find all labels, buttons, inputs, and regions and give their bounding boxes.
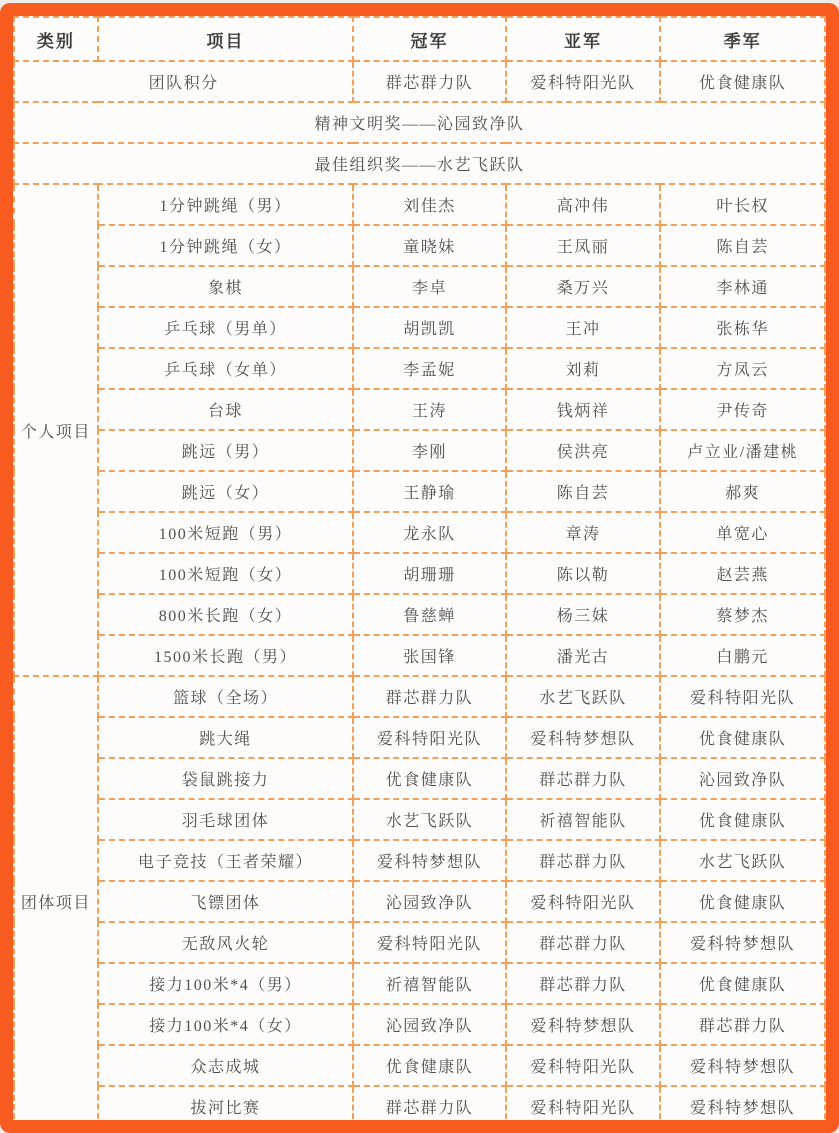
runner-up-cell: 钱炳祥: [506, 389, 661, 430]
third-cell: 群芯群力队: [660, 1004, 825, 1045]
event-cell: 1分钟跳绳（女）: [98, 225, 353, 266]
table-row: [14, 594, 825, 635]
table-row: [14, 1086, 825, 1127]
table-row: [14, 963, 825, 1004]
runner-up-cell: 爱科特梦想队: [506, 717, 661, 758]
champion-cell: 龙永队: [353, 512, 506, 553]
third-cell: 张栋华: [660, 307, 825, 348]
champion-cell: 刘佳杰: [353, 184, 506, 225]
third-cell: 水艺飞跃队: [660, 840, 825, 881]
event-cell: 拔河比赛: [98, 1086, 353, 1127]
runner-up-cell: 群芯群力队: [506, 840, 661, 881]
runner-up-cell: 陈自芸: [506, 471, 661, 512]
event-cell: 1分钟跳绳（男）: [98, 184, 353, 225]
runner-up-cell: 水艺飞跃队: [506, 676, 661, 717]
third-cell: 蔡梦杰: [660, 594, 825, 635]
event-cell: 接力100米*4（女）: [98, 1004, 353, 1045]
event-cell: 无敌风火轮: [98, 922, 353, 963]
award-row-text: 最佳组织奖——水艺飞跃队: [14, 143, 825, 184]
runner-up-cell: 高冲伟: [506, 184, 661, 225]
runner-up-cell: 群芯群力队: [506, 922, 661, 963]
champion-cell: 爱科特梦想队: [353, 840, 506, 881]
champion-cell: 王涛: [353, 389, 506, 430]
event-cell: 跳大绳: [98, 717, 353, 758]
header-row: [14, 17, 825, 61]
runner-up-cell: 刘莉: [506, 348, 661, 389]
third-cell: 赵芸燕: [660, 553, 825, 594]
table-row: [14, 840, 825, 881]
champion-cell: 群芯群力队: [353, 61, 506, 102]
third-cell: 沁园致净队: [660, 758, 825, 799]
third-cell: 李林通: [660, 266, 825, 307]
special-row: [14, 61, 825, 102]
event-cell: 跳远（男）: [98, 430, 353, 471]
third-cell: 单宽心: [660, 512, 825, 553]
table-row: [14, 553, 825, 594]
runner-up-cell: 群芯群力队: [506, 963, 661, 1004]
event-cell: 篮球（全场）: [98, 676, 353, 717]
table-row: [14, 512, 825, 553]
event-cell: 羽毛球团体: [98, 799, 353, 840]
event-cell: 飞镖团体: [98, 881, 353, 922]
third-cell: 陈自芸: [660, 225, 825, 266]
third-cell: 优食健康队: [660, 717, 825, 758]
table-row: [14, 676, 825, 717]
category-cell: 个人项目: [14, 184, 98, 676]
event-cell: 800米长跑（女）: [98, 594, 353, 635]
table-row: [14, 266, 825, 307]
table-row: [14, 717, 825, 758]
champion-cell: 祈禧智能队: [353, 963, 506, 1004]
results-table: [13, 16, 826, 1128]
third-cell: 爱科特梦想队: [660, 1045, 825, 1086]
champion-cell: 胡珊珊: [353, 553, 506, 594]
champion-cell: 爱科特阳光队: [353, 922, 506, 963]
third-cell: 方凤云: [660, 348, 825, 389]
table-row: [14, 348, 825, 389]
table-row: [14, 471, 825, 512]
event-cell: 象棋: [98, 266, 353, 307]
table-row: [14, 1045, 825, 1086]
runner-up-cell: 潘光古: [506, 635, 661, 676]
third-cell: 卢立业/潘建桃: [660, 430, 825, 471]
event-cell: 袋鼠跳接力: [98, 758, 353, 799]
table-header: [14, 17, 825, 61]
champion-cell: 李卓: [353, 266, 506, 307]
event-cell: 1500米长跑（男）: [98, 635, 353, 676]
champion-cell: 胡凯凯: [353, 307, 506, 348]
third-cell: 叶长权: [660, 184, 825, 225]
third-cell: 优食健康队: [660, 61, 825, 102]
champion-cell: 沁园致净队: [353, 1004, 506, 1045]
runner-up-cell: 王凤丽: [506, 225, 661, 266]
champion-cell: 李孟妮: [353, 348, 506, 389]
header-cell: 项目: [98, 17, 353, 61]
special-row: [14, 102, 825, 143]
champion-cell: 优食健康队: [353, 1045, 506, 1086]
third-cell: 优食健康队: [660, 799, 825, 840]
champion-cell: 群芯群力队: [353, 1086, 506, 1127]
runner-up-cell: 陈以勒: [506, 553, 661, 594]
champion-cell: 李刚: [353, 430, 506, 471]
results-sheet: [0, 3, 839, 1133]
table-row: [14, 225, 825, 266]
category-cell: 团体项目: [14, 676, 98, 1127]
special-row: [14, 143, 825, 184]
table-row: [14, 389, 825, 430]
champion-cell: 爱科特阳光队: [353, 717, 506, 758]
runner-up-cell: 爱科特阳光队: [506, 881, 661, 922]
third-cell: 郝爽: [660, 471, 825, 512]
event-cell: 乒乓球（女单）: [98, 348, 353, 389]
runner-up-cell: 杨三妹: [506, 594, 661, 635]
runner-up-cell: 爱科特阳光队: [506, 1086, 661, 1127]
champion-cell: 水艺飞跃队: [353, 799, 506, 840]
third-cell: 爱科特梦想队: [660, 922, 825, 963]
third-cell: 爱科特梦想队: [660, 1086, 825, 1127]
third-cell: 爱科特阳光队: [660, 676, 825, 717]
runner-up-cell: 桑万兴: [506, 266, 661, 307]
table-row: [14, 307, 825, 348]
runner-up-cell: 爱科特阳光队: [506, 1045, 661, 1086]
header-cell: 亚军: [506, 17, 661, 61]
event-cell: 跳远（女）: [98, 471, 353, 512]
header-cell: 季军: [660, 17, 825, 61]
champion-cell: 童晓妹: [353, 225, 506, 266]
champion-cell: 沁园致净队: [353, 881, 506, 922]
third-cell: 尹传奇: [660, 389, 825, 430]
champion-cell: 鲁慈蝉: [353, 594, 506, 635]
award-row-text: 精神文明奖——沁园致净队: [14, 102, 825, 143]
event-cell: 接力100米*4（男）: [98, 963, 353, 1004]
runner-up-cell: 爱科特梦想队: [506, 1004, 661, 1045]
table-row: [14, 184, 825, 225]
table-row: [14, 799, 825, 840]
champion-cell: 王静瑜: [353, 471, 506, 512]
event-cell: 台球: [98, 389, 353, 430]
table-row: [14, 635, 825, 676]
event-cell: 电子竞技（王者荣耀）: [98, 840, 353, 881]
runner-up-cell: 王冲: [506, 307, 661, 348]
third-cell: 优食健康队: [660, 881, 825, 922]
runner-up-cell: 群芯群力队: [506, 758, 661, 799]
event-cell: 乒乓球（男单）: [98, 307, 353, 348]
runner-up-cell: 祈禧智能队: [506, 799, 661, 840]
third-cell: 优食健康队: [660, 963, 825, 1004]
event-cell: 100米短跑（男）: [98, 512, 353, 553]
table-row: [14, 881, 825, 922]
table-row: [14, 922, 825, 963]
champion-cell: 张国锋: [353, 635, 506, 676]
table-row: [14, 430, 825, 471]
header-cell: 类别: [14, 17, 98, 61]
third-cell: 白鹏元: [660, 635, 825, 676]
runner-up-cell: 章涛: [506, 512, 661, 553]
table-row: [14, 1004, 825, 1045]
event-cell: 团队积分: [14, 61, 353, 102]
runner-up-cell: 爱科特阳光队: [506, 61, 661, 102]
event-cell: 众志成城: [98, 1045, 353, 1086]
table-body: [14, 61, 825, 1127]
runner-up-cell: 侯洪亮: [506, 430, 661, 471]
event-cell: 100米短跑（女）: [98, 553, 353, 594]
champion-cell: 群芯群力队: [353, 676, 506, 717]
header-cell: 冠军: [353, 17, 506, 61]
champion-cell: 优食健康队: [353, 758, 506, 799]
table-row: [14, 758, 825, 799]
